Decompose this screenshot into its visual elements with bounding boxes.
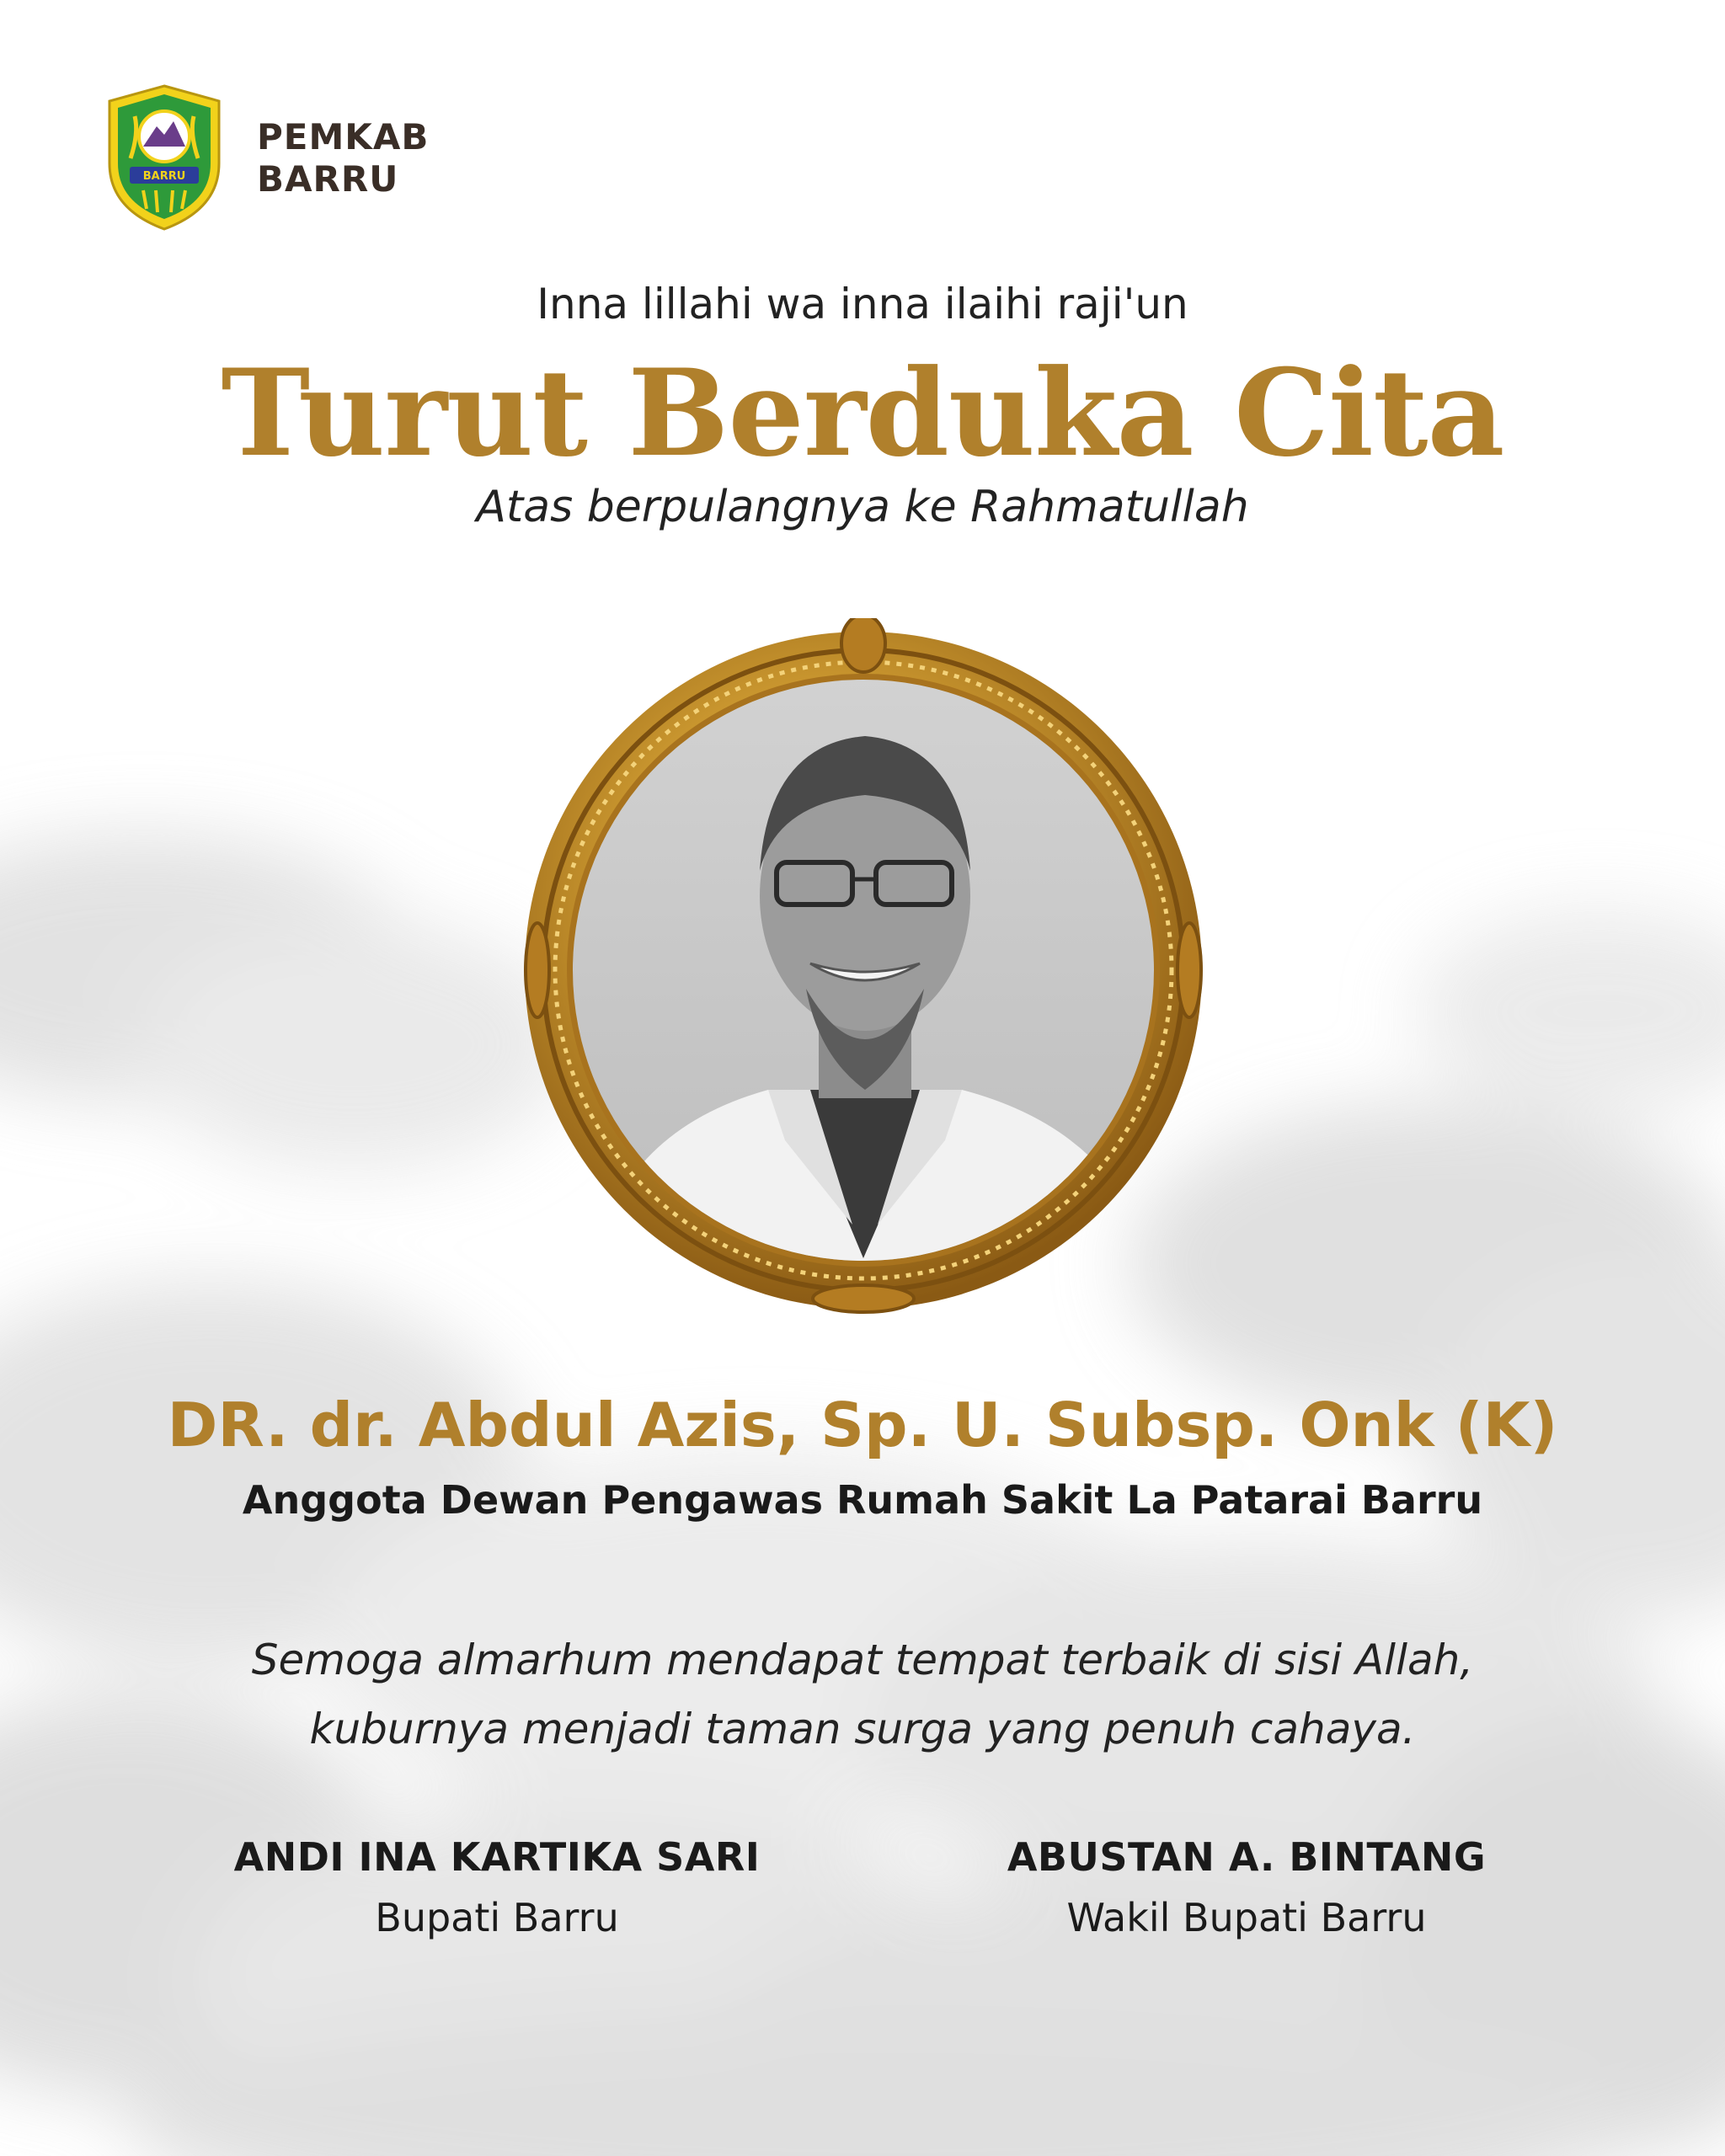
- prayer-text: Inna lillahi wa inna ilaihi raji'un: [537, 280, 1188, 328]
- org-name-line1: PEMKAB: [257, 116, 430, 157]
- signatory-name: ANDI INA KARTIKA SARI: [233, 1834, 761, 1880]
- signatory-title: Bupati Barru: [375, 1895, 619, 1940]
- signatory-vice-regent: [910, 1834, 1583, 1940]
- portrait-frame: [515, 618, 1211, 1314]
- org-name: [257, 116, 429, 200]
- page-title: Turut Berduka Cita: [221, 344, 1504, 483]
- page-subtitle: Atas berpulangnya ke Rahmatullah: [476, 482, 1249, 532]
- pemkab-barru-logo: [101, 83, 227, 232]
- deceased-name: DR. dr. Abdul Azis, Sp. U. Subsp. Onk (K): [167, 1390, 1558, 1460]
- deceased-role: Anggota Dewan Pengawas Rumah Sakit La Patarai Barru: [242, 1477, 1483, 1523]
- signatory-title: Wakil Bupati Barru: [1066, 1895, 1427, 1940]
- signatory-name: ABUSTAN A. BINTANG: [1007, 1834, 1487, 1880]
- svg-text:BARRU: BARRU: [142, 170, 186, 183]
- signatory-regent: [160, 1834, 834, 1940]
- wish-line1: Semoga almarhum mendapat tempat terbaik di sisi Allah,: [251, 1636, 1474, 1684]
- wish-line2: kuburnya menjadi taman surga yang penuh cahaya.: [309, 1705, 1416, 1753]
- condolence-wish: [0, 1625, 1725, 1764]
- org-name-line2: BARRU: [257, 158, 399, 200]
